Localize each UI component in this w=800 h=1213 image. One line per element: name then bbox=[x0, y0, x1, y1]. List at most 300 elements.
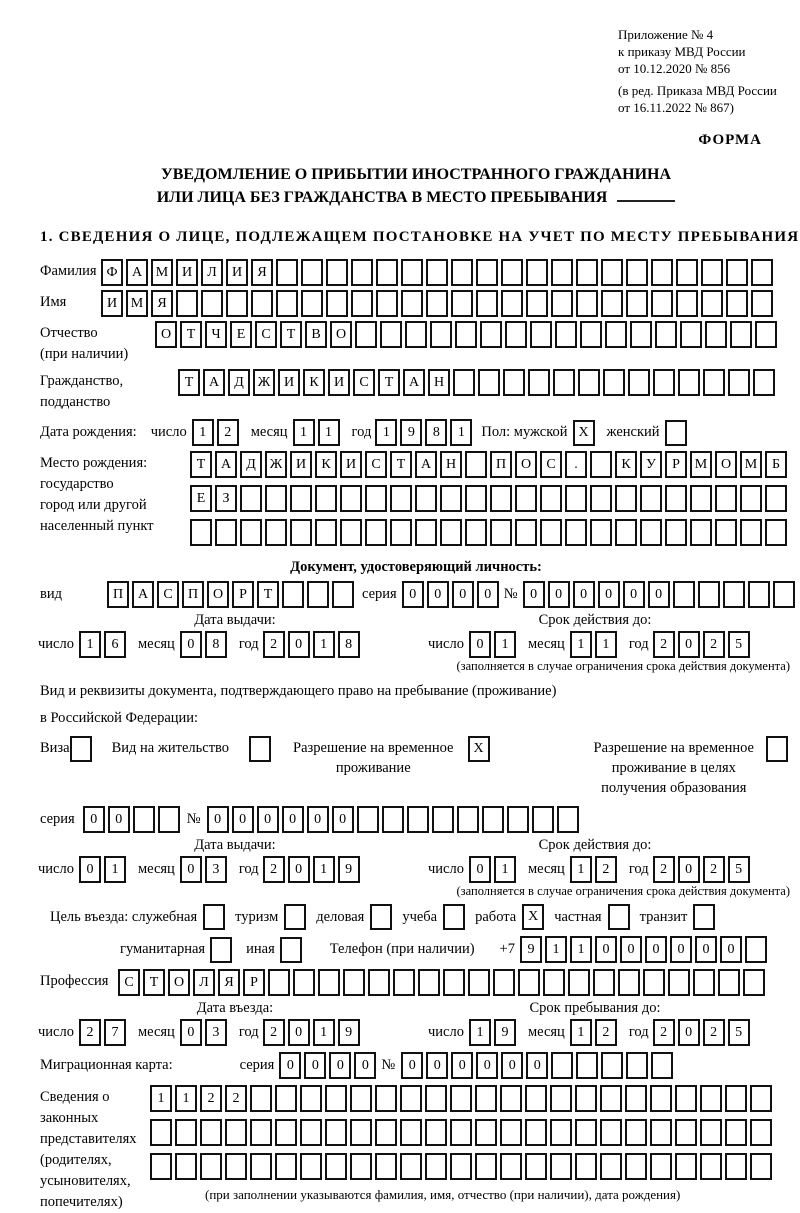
form-cell: 1 bbox=[494, 631, 516, 658]
birthdate-row bbox=[40, 419, 792, 446]
form-cell: 9 bbox=[494, 1019, 516, 1046]
name-row bbox=[40, 290, 792, 317]
form-cell bbox=[365, 519, 387, 546]
form-cell: Т bbox=[390, 451, 412, 478]
birthplace-cells bbox=[190, 451, 790, 553]
form-cell bbox=[400, 1085, 422, 1112]
form-cell: 0 bbox=[329, 1052, 351, 1079]
form-cell bbox=[650, 1153, 672, 1180]
form-cell: 1 bbox=[175, 1085, 197, 1112]
form-cell bbox=[480, 321, 502, 348]
form-cell: 0 bbox=[332, 806, 354, 833]
form-cell: 2 bbox=[263, 631, 285, 658]
form-cell bbox=[515, 485, 537, 512]
form-cell bbox=[650, 1085, 672, 1112]
form-cell bbox=[340, 485, 362, 512]
id-doc-issue-date: число 1 6 месяц 0 8 год 2 0 1 8 bbox=[38, 631, 428, 658]
form-cell bbox=[618, 969, 640, 996]
form-cell: 2 bbox=[263, 856, 285, 883]
form-cell bbox=[525, 1085, 547, 1112]
form-cell: 1 bbox=[570, 856, 592, 883]
form-cell bbox=[451, 290, 473, 317]
form-cell bbox=[225, 1119, 247, 1146]
form-cell bbox=[250, 1119, 272, 1146]
birthplace-row1 bbox=[190, 451, 790, 478]
permit-issue-month-cells bbox=[180, 856, 230, 883]
tranzit-checkbox bbox=[693, 904, 715, 930]
year-label: год bbox=[351, 424, 372, 440]
form-cell: 0 bbox=[477, 581, 499, 608]
form-cell: 1 bbox=[104, 856, 126, 883]
form-cell: Т bbox=[257, 581, 279, 608]
section1-heading: 1. СВЕДЕНИЯ О ЛИЦЕ, ПОДЛЕЖАЩЕМ ПОСТАНОВКЕ НА УЧЕТ ПО МЕСТУ ПРЕБЫВАНИЯ bbox=[40, 229, 800, 245]
form-cell bbox=[590, 485, 612, 512]
form-cell: 1 bbox=[570, 631, 592, 658]
form-cell: А bbox=[403, 369, 425, 396]
month-label: месяц bbox=[250, 424, 288, 440]
id-doc-dates-header bbox=[40, 612, 792, 629]
form-cell: З bbox=[215, 485, 237, 512]
form-cell bbox=[326, 290, 348, 317]
patronymic-cells bbox=[155, 321, 780, 348]
purpose-label: Цель въезда: служебная bbox=[50, 908, 198, 925]
form-cell bbox=[407, 806, 429, 833]
form-cell bbox=[307, 581, 329, 608]
migration-card-label: Миграционная карта: bbox=[40, 1057, 173, 1073]
form-cell: О bbox=[168, 969, 190, 996]
form-cell bbox=[705, 321, 727, 348]
form-cell bbox=[690, 519, 712, 546]
valid-until-label: Срок действия до: bbox=[538, 612, 652, 628]
id-doc-row bbox=[40, 581, 792, 608]
birth-month-cells bbox=[293, 419, 343, 446]
form-cell bbox=[240, 485, 262, 512]
form-cell: Т bbox=[180, 321, 202, 348]
form-cell: 0 bbox=[598, 581, 620, 608]
form-cell: Т bbox=[190, 451, 212, 478]
form-cell bbox=[300, 1119, 322, 1146]
turizm-checkbox bbox=[284, 904, 306, 930]
form-cell bbox=[665, 519, 687, 546]
form-cell bbox=[176, 290, 198, 317]
entry-month-cells bbox=[180, 1019, 230, 1046]
valid-year-cells bbox=[653, 631, 753, 658]
plus7-label: +7 bbox=[499, 941, 515, 957]
form-cell bbox=[603, 369, 625, 396]
form-cell bbox=[200, 1119, 222, 1146]
form-cell bbox=[555, 321, 577, 348]
permit-issue-year-cells bbox=[263, 856, 363, 883]
form-cell: Я bbox=[218, 969, 240, 996]
form-cell: 0 bbox=[573, 581, 595, 608]
form-cell: И bbox=[290, 451, 312, 478]
form-cell bbox=[540, 485, 562, 512]
profession-row bbox=[40, 969, 792, 996]
form-cell: 1 bbox=[450, 419, 472, 446]
form-cell: И bbox=[340, 451, 362, 478]
permit-text-line2: в Российской Федерации: bbox=[40, 710, 199, 726]
form-cell: 7 bbox=[104, 1019, 126, 1046]
form-cell: 8 bbox=[338, 631, 360, 658]
form-cell: 0 bbox=[83, 806, 105, 833]
form-cell: У bbox=[640, 451, 662, 478]
form-cell bbox=[225, 1153, 247, 1180]
form-cell: 5 bbox=[728, 856, 750, 883]
form-cell: К bbox=[315, 451, 337, 478]
entry-day-cells bbox=[79, 1019, 129, 1046]
form-cell bbox=[325, 1153, 347, 1180]
form-cell bbox=[240, 519, 262, 546]
form-cell: Я bbox=[251, 259, 273, 286]
form-cell bbox=[501, 290, 523, 317]
form-cell: 1 bbox=[313, 856, 335, 883]
form-cell bbox=[318, 969, 340, 996]
form-cell bbox=[680, 321, 702, 348]
form-cell bbox=[576, 259, 598, 286]
form-cell bbox=[343, 969, 365, 996]
form-cell: 2 bbox=[200, 1085, 222, 1112]
form-cell bbox=[440, 485, 462, 512]
tranzit-label: транзит bbox=[639, 908, 688, 925]
form-cell bbox=[651, 290, 673, 317]
surname-label: Фамилия bbox=[40, 263, 97, 279]
form-cell bbox=[415, 485, 437, 512]
form-cell bbox=[350, 1119, 372, 1146]
issue-date-label: Дата выдачи: bbox=[194, 837, 276, 853]
form-cell bbox=[401, 259, 423, 286]
chastnaya-checkbox bbox=[608, 904, 630, 930]
form-cell bbox=[540, 519, 562, 546]
form-cell bbox=[350, 1153, 372, 1180]
form-cell bbox=[750, 1119, 772, 1146]
forma-label: ФОРМА bbox=[698, 132, 762, 148]
form-cell: 6 bbox=[104, 631, 126, 658]
temp-residence-edu-group bbox=[594, 736, 788, 798]
form-cell: П bbox=[182, 581, 204, 608]
temp-residence-group bbox=[293, 736, 489, 778]
form-cell bbox=[376, 290, 398, 317]
form-cell bbox=[518, 969, 540, 996]
issue-date-label: Дата выдачи: bbox=[194, 612, 276, 628]
sluzhebnaya-checkbox bbox=[203, 904, 225, 930]
form-cell bbox=[700, 1119, 722, 1146]
permit-dates-header bbox=[40, 837, 792, 854]
form-cell bbox=[507, 806, 529, 833]
form-cell: 8 bbox=[425, 419, 447, 446]
rabota-label: работа bbox=[475, 908, 517, 925]
valid-month-cells bbox=[570, 631, 620, 658]
form-cell: 1 bbox=[494, 856, 516, 883]
form-cell: М bbox=[151, 259, 173, 286]
form-cell: 1 bbox=[469, 1019, 491, 1046]
profession-cells bbox=[118, 969, 768, 996]
form-cell bbox=[450, 1085, 472, 1112]
form-cell: 0 bbox=[595, 936, 617, 963]
number-label: № bbox=[503, 586, 518, 602]
form-cell: Р bbox=[232, 581, 254, 608]
form-cell: 0 bbox=[523, 581, 545, 608]
form-cell: С bbox=[540, 451, 562, 478]
form-cell bbox=[450, 1153, 472, 1180]
permit-valid-month-cells bbox=[570, 856, 620, 883]
form-cell: 0 bbox=[180, 631, 202, 658]
form-cell: А bbox=[215, 451, 237, 478]
form-cell bbox=[730, 321, 752, 348]
permit-valid-date: число 0 1 месяц 1 2 год 2 0 2 5 bbox=[428, 856, 753, 883]
form-cell: 1 bbox=[79, 631, 101, 658]
series-label: серия bbox=[239, 1057, 275, 1073]
form-cell: К bbox=[615, 451, 637, 478]
representatives-block bbox=[40, 1085, 792, 1213]
sex-female-label: женский bbox=[606, 424, 660, 440]
form-cell: А bbox=[126, 259, 148, 286]
form-cell: И bbox=[278, 369, 300, 396]
form-cell bbox=[650, 1119, 672, 1146]
form-cell: Т bbox=[143, 969, 165, 996]
form-cell bbox=[723, 581, 745, 608]
representatives-label: Сведения о законных представителях (родителях, усыновителях, попечителях) bbox=[40, 1089, 137, 1210]
form-cell bbox=[676, 259, 698, 286]
sex-male-checkbox: X bbox=[573, 420, 595, 446]
form-cell bbox=[465, 485, 487, 512]
form-cell: О bbox=[330, 321, 352, 348]
title-blank-line bbox=[617, 189, 675, 202]
form-cell bbox=[675, 1119, 697, 1146]
form-cell: М bbox=[126, 290, 148, 317]
form-cell bbox=[301, 290, 323, 317]
form-cell bbox=[340, 519, 362, 546]
form-title bbox=[40, 163, 792, 209]
form-cell bbox=[601, 1052, 623, 1079]
form-cell bbox=[765, 519, 787, 546]
birth-day-cells bbox=[192, 419, 242, 446]
number-label: № bbox=[186, 811, 201, 827]
form-cell bbox=[575, 1085, 597, 1112]
form-cell bbox=[750, 1085, 772, 1112]
form-cell: И bbox=[328, 369, 350, 396]
form-cell: 0 bbox=[720, 936, 742, 963]
form-cell bbox=[576, 290, 598, 317]
form-cell bbox=[745, 936, 767, 963]
form-cell: 1 bbox=[545, 936, 567, 963]
form-cell bbox=[651, 259, 673, 286]
form-cell bbox=[600, 1119, 622, 1146]
form-cell bbox=[748, 581, 770, 608]
permit-number-cells bbox=[207, 806, 582, 833]
form-cell bbox=[551, 1052, 573, 1079]
form-cell bbox=[600, 1153, 622, 1180]
form-cell bbox=[575, 1119, 597, 1146]
form-cell bbox=[350, 1085, 372, 1112]
form-cell bbox=[740, 485, 762, 512]
form-cell: 9 bbox=[520, 936, 542, 963]
form-cell bbox=[375, 1153, 397, 1180]
form-cell: 9 bbox=[400, 419, 422, 446]
form-cell: 0 bbox=[288, 1019, 310, 1046]
issue-year-cells bbox=[263, 631, 363, 658]
visa-group bbox=[40, 736, 92, 762]
form-cell: С bbox=[353, 369, 375, 396]
form-cell bbox=[365, 485, 387, 512]
form-cell bbox=[628, 369, 650, 396]
stay-month-cells bbox=[570, 1019, 620, 1046]
form-cell bbox=[665, 485, 687, 512]
form-cell: 1 bbox=[570, 1019, 592, 1046]
form-cell: 1 bbox=[192, 419, 214, 446]
residence-checkbox bbox=[249, 736, 271, 762]
form-cell: 0 bbox=[401, 1052, 423, 1079]
form-cell: 2 bbox=[595, 856, 617, 883]
form-cell: И bbox=[226, 259, 248, 286]
form-cell bbox=[551, 290, 573, 317]
form-cell: 0 bbox=[232, 806, 254, 833]
form-cell bbox=[275, 1153, 297, 1180]
chastnaya-label: частная bbox=[554, 908, 602, 925]
form-cell: 0 bbox=[282, 806, 304, 833]
form-cell bbox=[425, 1085, 447, 1112]
surname-cells bbox=[101, 259, 776, 286]
day-label: число bbox=[150, 424, 187, 440]
residence-permit-group bbox=[112, 736, 271, 762]
form-cell: А bbox=[415, 451, 437, 478]
form-cell bbox=[375, 1119, 397, 1146]
patronymic-row bbox=[40, 321, 792, 365]
form-cell: 9 bbox=[338, 1019, 360, 1046]
form-cell bbox=[215, 519, 237, 546]
id-doc-heading: Документ, удостоверяющий личность: bbox=[290, 559, 542, 575]
form-cell: Д bbox=[228, 369, 250, 396]
migration-series-cells bbox=[279, 1052, 379, 1079]
form-cell bbox=[425, 1153, 447, 1180]
permit-valid-day-cells bbox=[469, 856, 519, 883]
permit-issue-date: число 0 1 месяц 0 3 год 2 0 1 9 bbox=[38, 856, 428, 883]
form-cell bbox=[426, 259, 448, 286]
form-cell bbox=[526, 290, 548, 317]
profession-label: Профессия bbox=[40, 973, 109, 989]
ref-line: к приказу МВД России bbox=[618, 44, 746, 59]
form-cell bbox=[501, 259, 523, 286]
form-cell bbox=[655, 321, 677, 348]
form-cell bbox=[150, 1119, 172, 1146]
birthplace-label: Место рождения: государство город или другой населенный пункт bbox=[40, 455, 154, 534]
form-cell bbox=[201, 290, 223, 317]
form-cell: 0 bbox=[476, 1052, 498, 1079]
form-cell bbox=[290, 519, 312, 546]
form-cell: 0 bbox=[304, 1052, 326, 1079]
phone-row bbox=[40, 936, 792, 963]
form-cell bbox=[715, 485, 737, 512]
form-cell bbox=[351, 259, 373, 286]
form-cell: Н bbox=[428, 369, 450, 396]
form-cell: 0 bbox=[279, 1052, 301, 1079]
form-cell bbox=[251, 290, 273, 317]
entry-dates-row bbox=[38, 1019, 792, 1046]
form-cell bbox=[351, 290, 373, 317]
representatives-row1 bbox=[150, 1085, 775, 1112]
form-cell bbox=[475, 1085, 497, 1112]
form-cell bbox=[432, 806, 454, 833]
form-cell bbox=[578, 369, 600, 396]
form-cell: Т bbox=[178, 369, 200, 396]
form-cell bbox=[725, 1119, 747, 1146]
form-cell bbox=[418, 969, 440, 996]
visit-purpose-row bbox=[40, 904, 792, 930]
form-cell bbox=[605, 321, 627, 348]
form-cell: С bbox=[365, 451, 387, 478]
form-cell bbox=[282, 581, 304, 608]
stay-until-date: число 1 9 месяц 1 2 год 2 0 2 5 bbox=[428, 1019, 753, 1046]
residence-label: Вид на жительство bbox=[111, 740, 230, 756]
form-cell: О bbox=[155, 321, 177, 348]
form-cell bbox=[725, 1153, 747, 1180]
form-cell: О bbox=[715, 451, 737, 478]
form-cell bbox=[700, 1153, 722, 1180]
form-cell bbox=[676, 290, 698, 317]
migration-number-cells bbox=[401, 1052, 676, 1079]
form-cell bbox=[753, 369, 775, 396]
form-cell bbox=[550, 1085, 572, 1112]
form-cell bbox=[740, 519, 762, 546]
form-cell: Л bbox=[201, 259, 223, 286]
form-cell: 0 bbox=[207, 806, 229, 833]
form-cell: 0 bbox=[427, 581, 449, 608]
form-cell bbox=[530, 321, 552, 348]
form-cell: Т bbox=[280, 321, 302, 348]
form-title-line1: УВЕДОМЛЕНИЕ О ПРИБЫТИИ ИНОСТРАННОГО ГРАЖДАНИНА bbox=[160, 166, 672, 183]
form-cell bbox=[175, 1119, 197, 1146]
form-cell: 0 bbox=[180, 1019, 202, 1046]
form-cell bbox=[725, 1085, 747, 1112]
form-cell bbox=[450, 1119, 472, 1146]
form-cell bbox=[440, 519, 462, 546]
form-cell bbox=[158, 806, 180, 833]
form-cell bbox=[643, 969, 665, 996]
form-cell bbox=[478, 369, 500, 396]
form-cell bbox=[415, 519, 437, 546]
form-cell bbox=[550, 1119, 572, 1146]
form-cell: С bbox=[255, 321, 277, 348]
form-cell bbox=[357, 806, 379, 833]
form-cell bbox=[390, 485, 412, 512]
form-cell bbox=[500, 1085, 522, 1112]
form-cell bbox=[773, 581, 795, 608]
form-cell: 2 bbox=[703, 631, 725, 658]
form-cell bbox=[755, 321, 777, 348]
form-cell bbox=[625, 1085, 647, 1112]
form-cell bbox=[400, 1119, 422, 1146]
form-cell bbox=[475, 1153, 497, 1180]
form-cell bbox=[368, 969, 390, 996]
form-cell: Ф bbox=[101, 259, 123, 286]
gumanitarnaya-label: гуманитарная bbox=[120, 941, 206, 957]
permit-series-cells bbox=[83, 806, 183, 833]
form-cell: С bbox=[157, 581, 179, 608]
form-cell bbox=[250, 1085, 272, 1112]
form-cell: А bbox=[132, 581, 154, 608]
form-cell bbox=[490, 519, 512, 546]
form-cell: 1 bbox=[293, 419, 315, 446]
birthplace-row2 bbox=[190, 485, 790, 512]
form-cell bbox=[675, 1085, 697, 1112]
form-cell: 0 bbox=[451, 1052, 473, 1079]
form-cell: 2 bbox=[653, 1019, 675, 1046]
form-cell: Е bbox=[230, 321, 252, 348]
form-cell: 0 bbox=[79, 856, 101, 883]
form-cell: 0 bbox=[288, 856, 310, 883]
form-cell bbox=[276, 259, 298, 286]
birthplace-row3 bbox=[190, 519, 790, 546]
form-cell bbox=[380, 321, 402, 348]
